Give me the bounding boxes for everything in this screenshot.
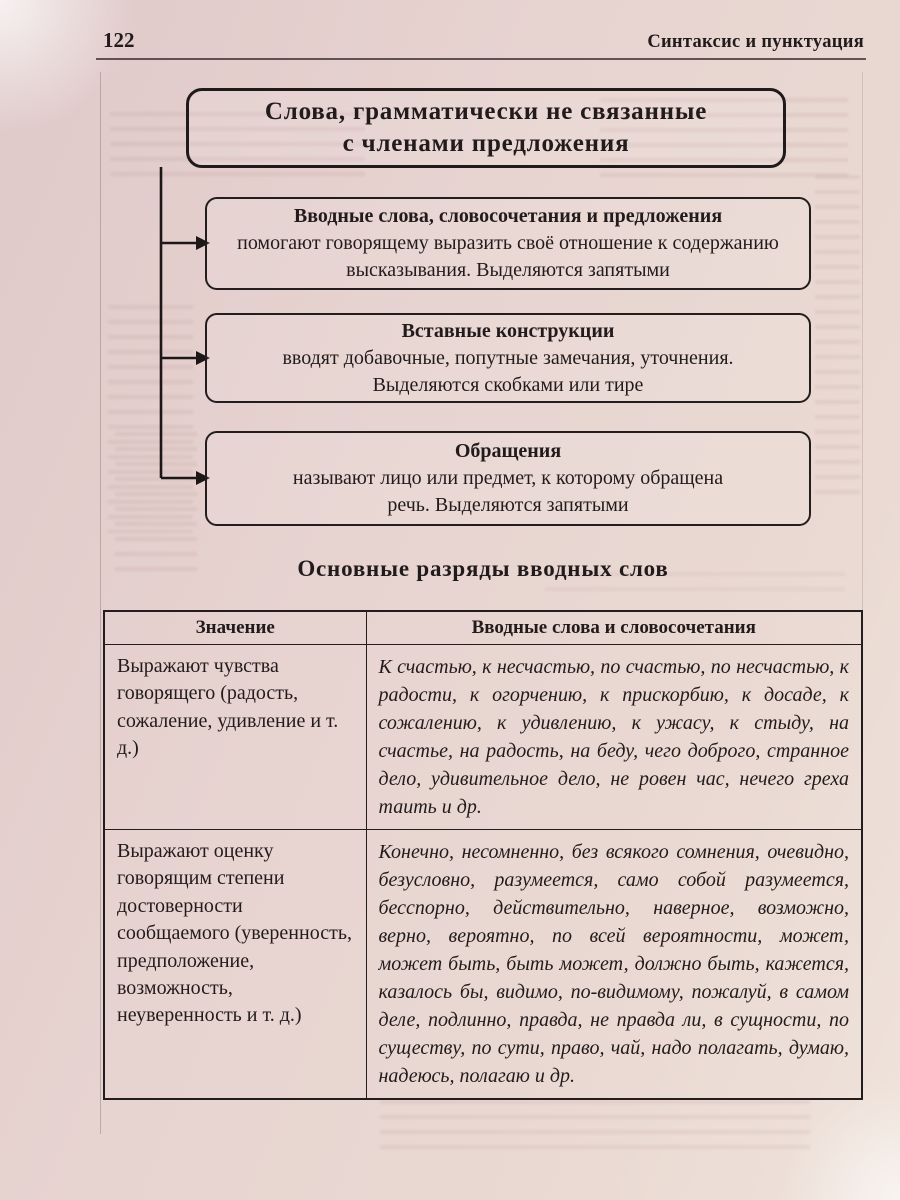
scheme-box-title: Вводные слова, словосочетания и предложения: [293, 205, 723, 228]
scheme-box-title: Обращения: [454, 440, 562, 463]
introductory-words-table: [103, 610, 863, 1100]
main-title-line-2: с членами предложения: [342, 130, 630, 157]
scheme-box-inserted-constructions: [205, 313, 811, 403]
section-heading: Основные разряды вводных слов: [297, 556, 669, 581]
table-header-meaning: Значение: [104, 611, 366, 645]
table-row: [104, 645, 862, 830]
scheme-box-body: вводят добавочные, попутные замечания, уточнения. Выделяются скобками или тире: [282, 346, 734, 396]
scheme-box-title: Вставные конструкции: [401, 319, 615, 342]
bleed-through-artifact: [380, 1100, 810, 1160]
scheme-box-addresses: [205, 431, 811, 526]
bleed-through-artifact: [108, 305, 193, 533]
scan-margin-line: [100, 72, 101, 1134]
page-number: 122: [103, 28, 135, 52]
chapter-header: Синтаксис и пунктуация: [647, 32, 864, 52]
scheme-box-body: называют лицо или предмет, к которому обращена речь. Выделяются запятыми: [292, 467, 724, 516]
bleed-through-artifact: [815, 175, 860, 505]
scan-margin-line: [862, 72, 863, 610]
meaning-cell: Выражают оценку говорящим степени достоверности сообщаемого (уверенность, предположение, возможность, неуверенность и т. д.): [104, 830, 366, 1100]
scheme-box-body: помогают говорящему выразить своё отношение к содержанию высказывания. Выделяются запятыми: [237, 232, 779, 281]
table-row: [104, 830, 862, 1100]
scheme-box-introductory-words: [205, 197, 811, 290]
table-header-row: [104, 611, 862, 645]
meaning-cell: Выражают чувства говорящего (радость, сожаление, удивление и т. д.): [104, 645, 366, 830]
words-cell: К счастью, к несчастью, по счастью, по несчастью, к радости, к огорчению, к прискорбию, к досаде, к сожалению, к удивлению, к ужасу, к стыду, на счастье, на радость, на беду, чего доброго, странное дело, удивительное дело, не ровен час, нечего греха таить и др.: [366, 645, 862, 830]
main-title-box: [186, 88, 786, 168]
header-rule: [96, 58, 866, 60]
table-header-words: Вводные слова и словосочетания: [366, 611, 862, 645]
main-title-line-1: Слова, грамматически не связанные: [264, 98, 708, 125]
words-cell: Конечно, несомненно, без всякого сомнения, очевидно, безусловно, разумеется, само собой разумеется, бесспорно, действительно, наверное, возможно, верно, вероятно, по всей вероятности, может, может быть, быть может, должно быть, кажется, казалось бы, видимо, по-видимому, пожалуй, в самом деле, подлинно, правда, не правда ли, в сущности, по существу, по сути, право, чай, надо полагать, думаю, надеюсь, полагаю и др.: [366, 830, 862, 1100]
